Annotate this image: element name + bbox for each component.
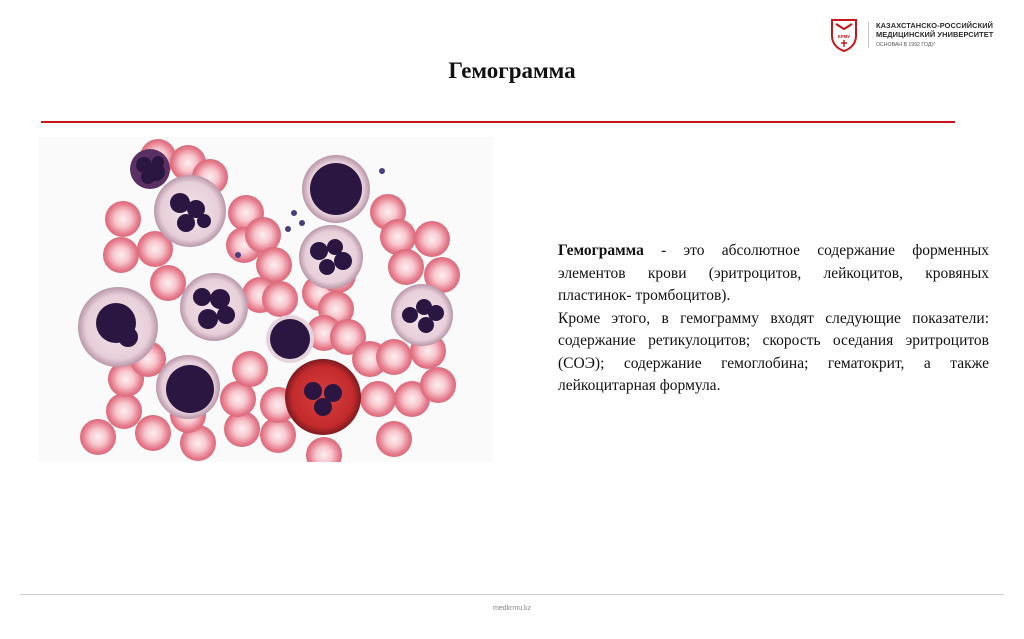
definition-body: - это абсолютное содержание форменных элементов крови (эритроцитов, лейкоцитов, кровяных пластинок- тромбоцитов).	[558, 242, 989, 304]
erythrocyte	[420, 367, 456, 403]
platelet	[235, 252, 241, 258]
neutrophil	[391, 284, 453, 346]
footer-divider	[20, 594, 1004, 595]
erythrocyte	[414, 221, 450, 257]
eosinophil	[285, 359, 361, 435]
erythrocyte	[135, 415, 171, 451]
monocyte	[78, 287, 158, 367]
erythrocyte	[106, 393, 142, 429]
platelet	[299, 220, 305, 226]
erythrocyte	[232, 351, 268, 387]
definition-term: Гемограмма	[558, 242, 644, 259]
erythrocyte	[150, 265, 186, 301]
erythrocyte	[306, 437, 342, 462]
blood-smear-illustration	[38, 137, 493, 462]
lymphocyte	[302, 155, 370, 223]
erythrocyte	[105, 201, 141, 237]
erythrocyte	[80, 419, 116, 455]
platelet	[285, 226, 291, 232]
erythrocyte	[376, 421, 412, 457]
university-shield-icon	[830, 18, 858, 52]
university-logo	[830, 18, 1020, 54]
footer-site: medkrmu.kz	[492, 605, 532, 612]
erythrocyte	[262, 281, 298, 317]
platelet	[291, 210, 297, 216]
neutrophil	[180, 273, 248, 341]
platelet	[379, 168, 385, 174]
erythrocyte	[103, 237, 139, 273]
erythrocyte	[360, 381, 396, 417]
logo-divider	[868, 22, 869, 48]
neutrophil	[154, 175, 226, 247]
definition-text	[558, 240, 989, 398]
definition-paragraph	[558, 240, 989, 308]
logo-line-1: КАЗАХСТАНСКО-РОССИЙСКИЙ	[876, 21, 994, 30]
basophil	[130, 149, 170, 189]
logo-line-2: МЕДИЦИНСКИЙ УНИВЕРСИТЕТ	[876, 30, 994, 39]
neutrophil	[299, 225, 363, 289]
logo-founded: ОСНОВАН В 1992 ГОДУ	[876, 42, 935, 48]
shield-label: КРМУ	[837, 34, 851, 39]
lymphocyte	[156, 355, 220, 419]
title-divider	[41, 121, 955, 123]
erythrocyte	[388, 249, 424, 285]
lymphocyte	[266, 315, 314, 363]
indicators-paragraph: Кроме этого, в гемограмму входят следующие показатели: содержание ретикулоцитов; скорость оседания эритроцитов (СОЭ); содержание гемоглобина; гематокрит, а также лейкоцитарная формула.	[558, 309, 989, 394]
blood-smear-figure	[38, 137, 493, 462]
erythrocyte	[376, 339, 412, 375]
page-title: Гемограмма	[448, 58, 576, 83]
logo-text	[876, 21, 993, 49]
